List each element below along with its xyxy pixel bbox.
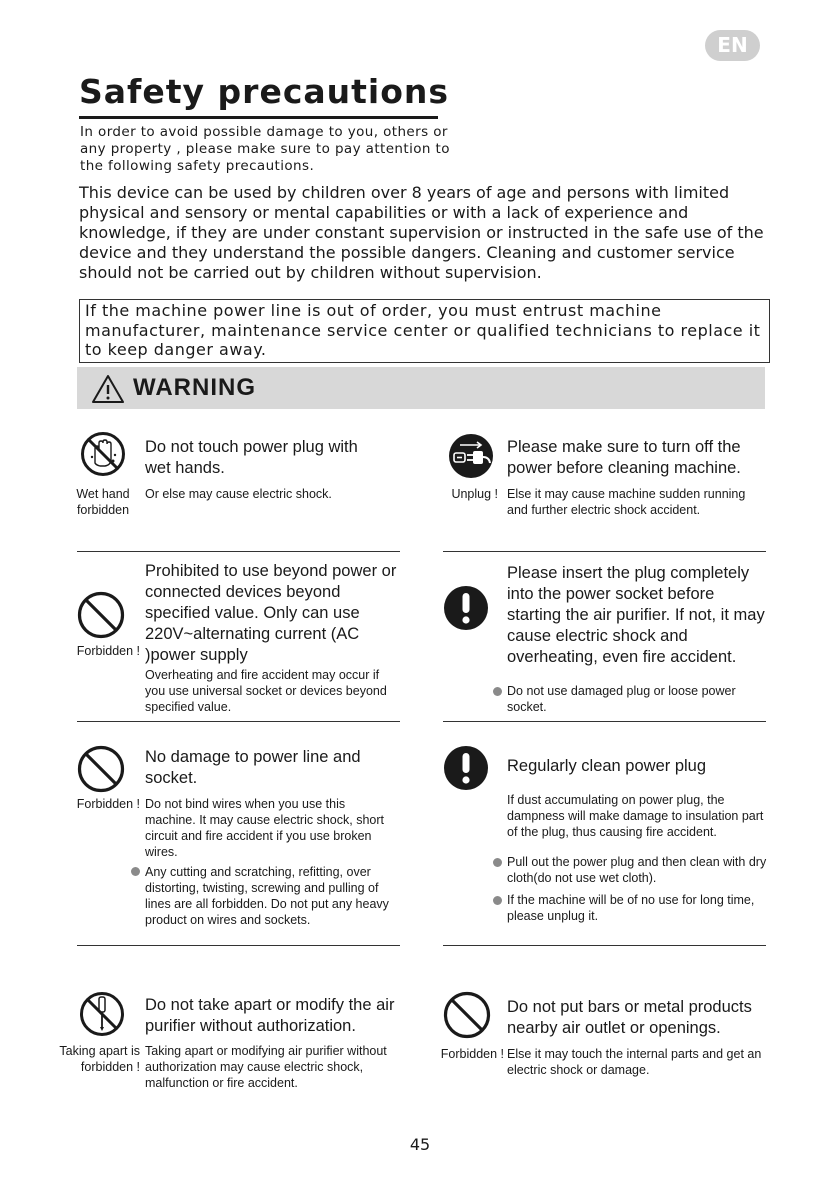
insert-plug-bullet: Do not use damaged plug or loose power socket. [507, 684, 736, 714]
title-underline [79, 116, 438, 119]
bullet-dot [131, 867, 140, 876]
forbidden-icon [77, 591, 125, 639]
bullet-dot [493, 896, 502, 905]
beyond-power-heading: Prohibited to use beyond power or connected devices beyond specified value. Only can use 220V~alternating current (AC )power supply [145, 562, 397, 664]
divider [443, 721, 766, 722]
unplug-note: Else it may cause machine sudden running and further electric shock accident. [507, 487, 746, 517]
warning-banner [77, 367, 765, 409]
divider [77, 945, 400, 946]
page-number: 45 [409, 1135, 431, 1154]
warning-label: WARNING [133, 374, 256, 401]
unplug-heading: Please make sure to turn off the power before cleaning machine. [507, 438, 741, 477]
forbidden-icon [443, 991, 491, 1039]
no-damage-bullet: Any cutting and scratching, refitting, over distorting, twisting, screwing and pulling of lines are all forbidden. Do not put any heavy product on wires and sockets. [145, 865, 389, 927]
mandatory-exclamation-icon [443, 585, 489, 631]
beyond-power-note: Overheating and fire accident may occur if you use universal socket or devices beyond specified value. [145, 668, 387, 714]
wet-hands-note: Or else may cause electric shock. [145, 487, 332, 501]
bullet-dot [493, 687, 502, 696]
wet-hand-label: Wet hand forbidden [76, 487, 130, 517]
supervision-paragraph: This device can be used by children over 8 years of age and persons with limited physical and sensory or mental capabilities or with a lack of experience and knowledge, if they are under constant supervision or instructed in the safe use of the device and they understand the possible dangers. Cleaning and customer service should not be carried out by children without supervision. [79, 183, 764, 282]
clean-plug-heading: Regularly clean power plug [507, 757, 707, 775]
page-title: Safety precautions [79, 72, 450, 111]
take-apart-note: Taking apart or modifying air purifier without authorization may cause electric shock, malfunction or fire accident. [145, 1044, 387, 1090]
divider [77, 721, 400, 722]
unplug-icon [448, 433, 494, 479]
insert-plug-heading: Please insert the plug completely into the power socket before starting the air purifier. If not, it may cause electric shock and overheating, even fire accident. [507, 564, 765, 666]
forbidden-icon [77, 745, 125, 793]
intro-text: In order to avoid possible damage to you, others or any property , please make sure to pay attention to the following safety precautions. [80, 124, 450, 174]
warning-triangle-icon [90, 373, 126, 405]
forbidden-label: Forbidden ! [76, 797, 140, 811]
unplug-label: Unplug ! [451, 487, 498, 501]
clean-plug-bullet-2: If the machine will be of no use for long time, please unplug it. [507, 893, 755, 923]
wet-hands-heading: Do not touch power plug with wet hands. [145, 438, 358, 477]
take-apart-label: Taking apart is forbidden ! [59, 1044, 140, 1074]
clean-plug-note: If dust accumulating on power plug, the dampness will make damage to insulation part of the plug, thus causing fire accident. [507, 793, 764, 839]
language-badge: EN [705, 30, 760, 61]
mandatory-exclamation-icon [443, 745, 489, 791]
wet-hand-forbidden-icon [80, 431, 126, 477]
forbidden-label: Forbidden ! [76, 644, 140, 658]
take-apart-heading: Do not take apart or modify the air purifier without authorization. [145, 996, 395, 1035]
forbidden-label: Forbidden ! [440, 1047, 504, 1061]
divider [443, 551, 766, 552]
no-disassembly-icon [79, 991, 125, 1037]
divider [443, 945, 766, 946]
divider [77, 551, 400, 552]
bullet-dot [493, 858, 502, 867]
no-damage-heading: No damage to power line and socket. [145, 748, 361, 787]
power-line-notice: If the machine power line is out of order, you must entrust machine manufacturer, maintenance service center or qualified technicians to replace it to keep danger away. [79, 299, 770, 363]
metal-bars-note: Else it may touch the internal parts and get an electric shock or damage. [507, 1047, 762, 1077]
no-damage-note: Do not bind wires when you use this machine. It may cause electric shock, short circuit and fire accident if you use broken wires. [145, 797, 384, 859]
metal-bars-heading: Do not put bars or metal products nearby air outlet or openings. [507, 998, 752, 1037]
clean-plug-bullet-1: Pull out the power plug and then clean with dry cloth(do not use wet cloth). [507, 855, 767, 885]
